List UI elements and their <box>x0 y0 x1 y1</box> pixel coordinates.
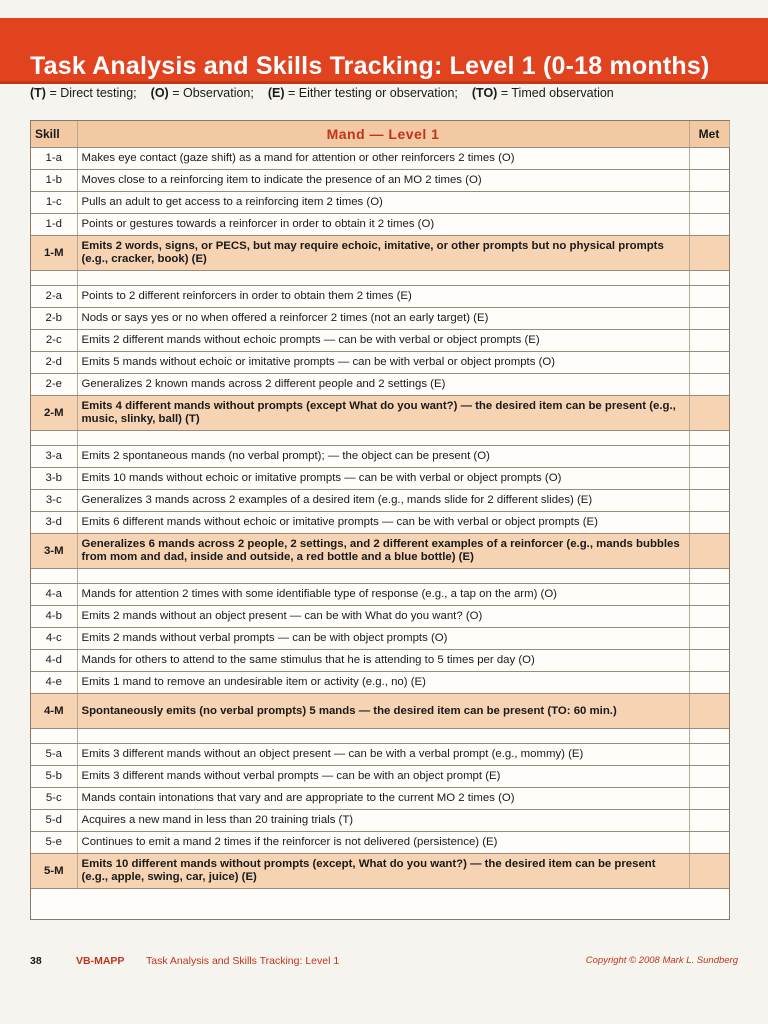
table-row <box>31 584 729 606</box>
table-row <box>31 170 729 192</box>
skill-description: Emits 3 different mands without verbal prompts — can be with an object prompt (E) <box>77 766 689 788</box>
page-number: 38 <box>30 955 42 967</box>
column-header-met: Met <box>689 121 729 148</box>
met-checkbox-cell[interactable] <box>689 330 729 352</box>
legend-item-direct-testing: (T) = Direct testing; <box>30 86 137 100</box>
skill-description: Emits 2 mands without an object present — can be with What do you want? (O) <box>77 606 689 628</box>
skill-description: Emits 1 mand to remove an undesirable item or activity (e.g., no) (E) <box>77 672 689 694</box>
skill-code: 2-b <box>31 308 77 330</box>
met-checkbox-cell[interactable] <box>689 788 729 810</box>
milestone-row <box>31 534 729 569</box>
table-row <box>31 330 729 352</box>
met-checkbox-cell[interactable] <box>689 214 729 236</box>
skill-description: Makes eye contact (gaze shift) as a mand for attention or other reinforcers 2 times (O) <box>77 148 689 170</box>
skill-description: Generalizes 3 mands across 2 examples of a desired item (e.g., mands slide for 2 different slides) (E) <box>77 490 689 512</box>
met-checkbox-cell[interactable] <box>689 672 729 694</box>
spacer-row <box>31 729 729 744</box>
met-checkbox-cell[interactable] <box>689 396 729 431</box>
table-row <box>31 810 729 832</box>
skill-code <box>31 729 77 744</box>
met-checkbox-cell[interactable] <box>689 352 729 374</box>
table-row <box>31 446 729 468</box>
table-row <box>31 628 729 650</box>
spacer-row <box>31 569 729 584</box>
spacer-row <box>31 431 729 446</box>
skill-description <box>77 431 689 446</box>
skill-description <box>77 569 689 584</box>
skill-description: Moves close to a reinforcing item to indicate the presence of an MO 2 times (O) <box>77 170 689 192</box>
met-checkbox-cell[interactable] <box>689 694 729 729</box>
table-row <box>31 606 729 628</box>
skill-description: Acquires a new mand in less than 20 training trials (T) <box>77 810 689 832</box>
met-checkbox-cell[interactable] <box>689 628 729 650</box>
met-checkbox-cell[interactable] <box>689 512 729 534</box>
met-checkbox-cell[interactable] <box>689 810 729 832</box>
skill-code: 5-M <box>31 854 77 889</box>
page-title: Task Analysis and Skills Tracking: Level 1 (0-18 months) <box>30 52 710 80</box>
footer-section-title: Task Analysis and Skills Tracking: Level 1 <box>146 955 340 967</box>
skill-code: 3-M <box>31 534 77 569</box>
skill-description: Points to 2 different reinforcers in order to obtain them 2 times (E) <box>77 286 689 308</box>
skill-code: 2-d <box>31 352 77 374</box>
skill-code: 3-b <box>31 468 77 490</box>
skill-code <box>31 569 77 584</box>
column-header-skill: Skill <box>31 121 77 148</box>
met-checkbox-cell[interactable] <box>689 468 729 490</box>
skill-code: 5-d <box>31 810 77 832</box>
met-checkbox-cell[interactable] <box>689 431 729 446</box>
milestone-row <box>31 854 729 889</box>
legend-item-either: (E) = Either testing or observation; <box>267 86 458 100</box>
met-checkbox-cell[interactable] <box>689 766 729 788</box>
column-header-mand-level: Mand — Level 1 <box>77 121 689 148</box>
skill-code: 5-e <box>31 832 77 854</box>
met-checkbox-cell[interactable] <box>689 490 729 512</box>
milestone-row <box>31 694 729 729</box>
skill-code: 1-d <box>31 214 77 236</box>
skill-description: Emits 4 different mands without prompts (except What do you want?) — the desired item can be present (e.g., music, slinky, ball) (T) <box>77 396 689 431</box>
skill-description: Generalizes 2 known mands across 2 different people and 2 settings (E) <box>77 374 689 396</box>
footer-copyright: Copyright © 2008 Mark L. Sundberg <box>585 955 738 966</box>
skill-code: 1-a <box>31 148 77 170</box>
skill-code: 1-c <box>31 192 77 214</box>
table-row <box>31 468 729 490</box>
skill-code: 2-c <box>31 330 77 352</box>
skill-description: Continues to emit a mand 2 times if the reinforcer is not delivered (persistence) (E) <box>77 832 689 854</box>
table-row <box>31 286 729 308</box>
skill-description: Generalizes 6 mands across 2 people, 2 settings, and 2 different examples of a reinforcer (e.g., mands bubbles from mom and dad, inside and outside, a red bottle and a blue bottle) (E) <box>77 534 689 569</box>
met-checkbox-cell[interactable] <box>689 446 729 468</box>
skill-code: 5-c <box>31 788 77 810</box>
skill-description: Mands for attention 2 times with some identifiable type of response (e.g., a tap on the arm) (O) <box>77 584 689 606</box>
met-checkbox-cell[interactable] <box>689 271 729 286</box>
table-row <box>31 374 729 396</box>
skill-description <box>77 271 689 286</box>
skill-code <box>31 431 77 446</box>
skill-description: Emits 2 words, signs, or PECS, but may require echoic, imitative, or other prompts but no physical prompts (e.g., cracker, book) (E) <box>77 236 689 271</box>
met-checkbox-cell[interactable] <box>689 606 729 628</box>
table-row <box>31 308 729 330</box>
table-row <box>31 744 729 766</box>
table-row <box>31 490 729 512</box>
table-row <box>31 766 729 788</box>
table-row <box>31 352 729 374</box>
milestone-row <box>31 236 729 271</box>
table-row <box>31 512 729 534</box>
met-checkbox-cell[interactable] <box>689 584 729 606</box>
title-banner <box>0 18 768 84</box>
skill-code: 1-M <box>31 236 77 271</box>
met-checkbox-cell[interactable] <box>689 569 729 584</box>
met-checkbox-cell[interactable] <box>689 236 729 271</box>
skill-code: 4-e <box>31 672 77 694</box>
met-checkbox-cell[interactable] <box>689 832 729 854</box>
skills-table-container <box>30 120 730 920</box>
skill-code: 3-c <box>31 490 77 512</box>
table-row <box>31 192 729 214</box>
skill-description: Emits 2 spontaneous mands (no verbal prompt); — the object can be present (O) <box>77 446 689 468</box>
met-checkbox-cell[interactable] <box>689 534 729 569</box>
skill-code: 5-a <box>31 744 77 766</box>
skill-description: Points or gestures towards a reinforcer in order to obtain it 2 times (O) <box>77 214 689 236</box>
skill-code: 2-a <box>31 286 77 308</box>
met-checkbox-cell[interactable] <box>689 308 729 330</box>
skill-code <box>31 271 77 286</box>
skill-code: 1-b <box>31 170 77 192</box>
table-header-row <box>31 121 729 148</box>
table-row <box>31 148 729 170</box>
milestone-row <box>31 396 729 431</box>
skill-description: Emits 2 mands without verbal prompts — can be with object prompts (O) <box>77 628 689 650</box>
legend-item-timed-observation: (TO) = Timed observation <box>471 86 614 100</box>
skill-code: 4-d <box>31 650 77 672</box>
skill-description: Emits 10 different mands without prompts (except, What do you want?) — the desired item can be present (e.g., apple, swing, car, juice) (E) <box>77 854 689 889</box>
skill-description: Emits 10 mands without echoic or imitative prompts — can be with verbal or object prompts (O) <box>77 468 689 490</box>
skill-description: Emits 5 mands without echoic or imitative prompts — can be with verbal or object prompts (O) <box>77 352 689 374</box>
table-row <box>31 788 729 810</box>
legend-item-observation: (O) = Observation; <box>150 86 254 100</box>
met-checkbox-cell[interactable] <box>689 170 729 192</box>
skill-code: 4-c <box>31 628 77 650</box>
skill-code: 5-b <box>31 766 77 788</box>
skill-code: 3-d <box>31 512 77 534</box>
met-checkbox-cell[interactable] <box>689 374 729 396</box>
spacer-row <box>31 271 729 286</box>
legend <box>30 86 730 100</box>
skill-code: 3-a <box>31 446 77 468</box>
met-checkbox-cell[interactable] <box>689 192 729 214</box>
skill-code: 2-M <box>31 396 77 431</box>
met-checkbox-cell[interactable] <box>689 854 729 889</box>
skill-description: Spontaneously emits (no verbal prompts) 5 mands — the desired item can be present (TO: 60 min.) <box>77 694 689 729</box>
skill-code: 2-e <box>31 374 77 396</box>
met-checkbox-cell[interactable] <box>689 286 729 308</box>
skill-description: Nods or says yes or no when offered a reinforcer 2 times (not an early target) (E) <box>77 308 689 330</box>
skill-description: Mands for others to attend to the same stimulus that he is attending to 5 times per day (O) <box>77 650 689 672</box>
met-checkbox-cell[interactable] <box>689 744 729 766</box>
skill-description: Pulls an adult to get access to a reinforcing item 2 times (O) <box>77 192 689 214</box>
skill-description: Emits 2 different mands without echoic prompts — can be with verbal or object prompts (E) <box>77 330 689 352</box>
skill-code: 4-b <box>31 606 77 628</box>
footer-brand: VB-MAPP <box>76 955 125 967</box>
skill-description: Emits 6 different mands without echoic or imitative prompts — can be with verbal or object prompts (E) <box>77 512 689 534</box>
skill-description: Emits 3 different mands without an object present — can be with a verbal prompt (e.g., mommy) (E) <box>77 744 689 766</box>
met-checkbox-cell[interactable] <box>689 729 729 744</box>
skill-code: 4-M <box>31 694 77 729</box>
table-row <box>31 650 729 672</box>
met-checkbox-cell[interactable] <box>689 650 729 672</box>
table-row <box>31 672 729 694</box>
met-checkbox-cell[interactable] <box>689 148 729 170</box>
table-row <box>31 214 729 236</box>
skill-description <box>77 729 689 744</box>
skill-description: Mands contain intonations that vary and are appropriate to the current MO 2 times (O) <box>77 788 689 810</box>
skills-table <box>31 121 730 889</box>
table-row <box>31 832 729 854</box>
skill-code: 4-a <box>31 584 77 606</box>
